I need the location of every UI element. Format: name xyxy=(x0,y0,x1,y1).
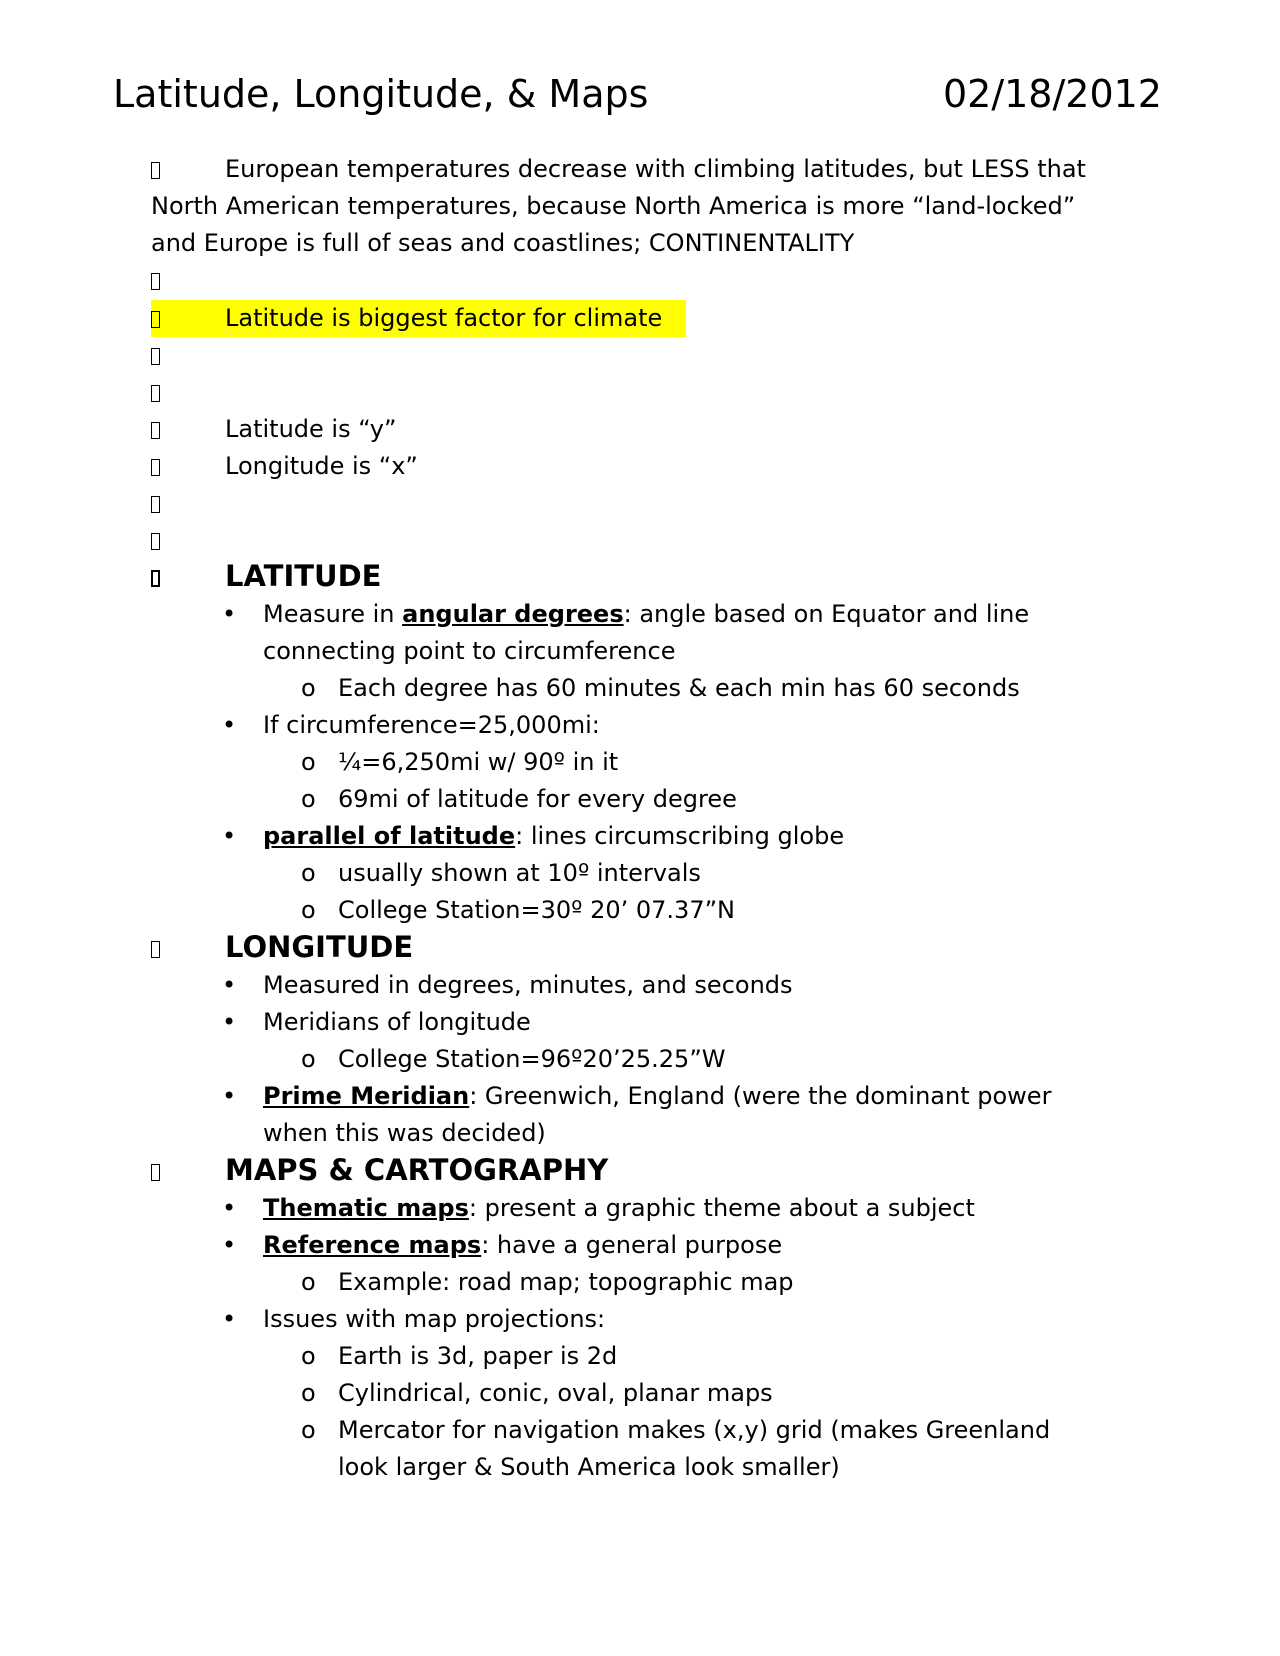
sub-list-item: College Station=30º 20’ 07.37”N xyxy=(338,896,735,924)
sub-bullet-icon: o xyxy=(301,785,316,813)
list-item: Measure in angular degrees: angle based on Equator and line xyxy=(263,600,1030,628)
longitude-is-x: Longitude is “x” xyxy=(225,452,418,480)
sub-list-item: Each degree has 60 minutes & each min has 60 seconds xyxy=(338,674,1020,702)
missing-glyph-icon xyxy=(151,411,160,448)
sub-list-item: usually shown at 10º intervals xyxy=(338,859,701,887)
missing-glyph-icon xyxy=(151,485,160,522)
sub-bullet-icon: o xyxy=(301,896,316,924)
bullet-icon: • xyxy=(222,971,237,999)
intro-line: European temperatures decrease with climbing latitudes, but LESS that xyxy=(225,155,1086,183)
list-item: Meridians of longitude xyxy=(263,1008,531,1036)
missing-glyph-icon xyxy=(151,337,160,374)
list-item: Thematic maps: present a graphic theme about a subject xyxy=(263,1194,975,1222)
sub-bullet-icon: o xyxy=(301,1045,316,1073)
missing-glyph-icon xyxy=(151,930,160,967)
missing-glyph-icon xyxy=(151,522,160,559)
highlighted-statement: Latitude is biggest factor for climate xyxy=(225,304,663,332)
sub-list-item: Example: road map; topographic map xyxy=(338,1268,794,1296)
sub-list-item: College Station=96º20’25.25”W xyxy=(338,1045,726,1073)
intro-line: and Europe is full of seas and coastlines; CONTINENTALITY xyxy=(151,229,855,257)
missing-glyph-icon xyxy=(151,374,160,411)
section-heading-longitude: LONGITUDE xyxy=(225,930,414,964)
bullet-icon: • xyxy=(222,600,237,628)
sub-bullet-icon: o xyxy=(301,1268,316,1296)
list-item-continued: connecting point to circumference xyxy=(263,637,676,665)
missing-glyph-icon xyxy=(151,151,160,188)
list-item: Issues with map projections: xyxy=(263,1305,606,1333)
list-item: Reference maps: have a general purpose xyxy=(263,1231,783,1259)
bullet-icon: • xyxy=(222,711,237,739)
missing-glyph-icon xyxy=(151,559,160,596)
key-term: Prime Meridian xyxy=(263,1082,470,1110)
bullet-icon: • xyxy=(222,1008,237,1036)
key-term: angular degrees xyxy=(402,600,624,628)
missing-glyph-icon xyxy=(151,262,160,299)
latitude-is-y: Latitude is “y” xyxy=(225,415,397,443)
missing-glyph-icon xyxy=(151,1153,160,1190)
sub-bullet-icon: o xyxy=(301,1342,316,1370)
page-title: Latitude, Longitude, & Maps xyxy=(113,72,649,116)
bullet-icon: • xyxy=(222,1082,237,1110)
sub-bullet-icon: o xyxy=(301,859,316,887)
sub-bullet-icon: o xyxy=(301,1416,316,1444)
key-term: Thematic maps xyxy=(263,1194,469,1222)
key-term: Reference maps xyxy=(263,1231,482,1259)
list-item: Measured in degrees, minutes, and seconds xyxy=(263,971,793,999)
bullet-icon: • xyxy=(222,1194,237,1222)
sub-list-item: Earth is 3d, paper is 2d xyxy=(338,1342,618,1370)
sub-bullet-icon: o xyxy=(301,674,316,702)
intro-line: North American temperatures, because North America is more “land-locked” xyxy=(151,192,1076,220)
list-item: If circumference=25,000mi: xyxy=(263,711,600,739)
section-heading-maps: MAPS & CARTOGRAPHY xyxy=(225,1153,609,1187)
page-date: 02/18/2012 xyxy=(942,72,1162,116)
bullet-icon: • xyxy=(222,1231,237,1259)
missing-glyph-icon xyxy=(151,448,160,485)
section-heading-latitude: LATITUDE xyxy=(225,559,382,593)
missing-glyph-icon xyxy=(151,300,160,337)
key-term: parallel of latitude xyxy=(263,822,516,850)
sub-list-item-continued: look larger & South America look smaller) xyxy=(338,1453,840,1481)
sub-list-item: Mercator for navigation makes (x,y) grid (makes Greenland xyxy=(338,1416,1051,1444)
list-item: parallel of latitude: lines circumscribing globe xyxy=(263,822,845,850)
sub-list-item: ¼=6,250mi w/ 90º in it xyxy=(338,748,619,776)
sub-list-item: 69mi of latitude for every degree xyxy=(338,785,737,813)
bullet-icon: • xyxy=(222,822,237,850)
sub-list-item: Cylindrical, conic, oval, planar maps xyxy=(338,1379,773,1407)
list-item: Prime Meridian: Greenwich, England (were the dominant power xyxy=(263,1082,1052,1110)
list-item-continued: when this was decided) xyxy=(263,1119,546,1147)
sub-bullet-icon: o xyxy=(301,748,316,776)
bullet-icon: • xyxy=(222,1305,237,1333)
sub-bullet-icon: o xyxy=(301,1379,316,1407)
